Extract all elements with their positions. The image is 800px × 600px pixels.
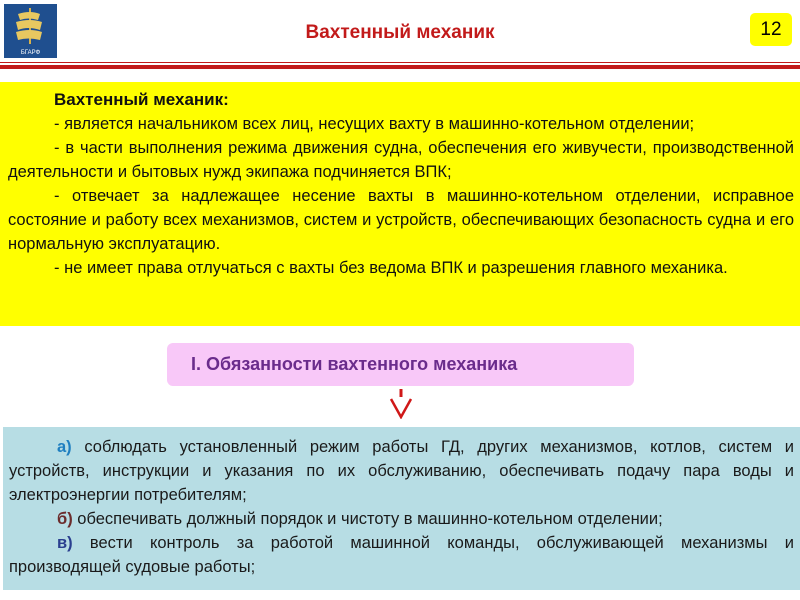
down-arrow-icon: [388, 389, 414, 419]
divider-thick: [0, 65, 800, 69]
duty-item: - является начальником всех лиц, несущих вахту в машинно-котельном отделении;: [54, 115, 695, 133]
logo-text: БГАРФ: [20, 50, 41, 56]
item-text: соблюдать установленный режим работы ГД, других механизмов, котлов, систем и устройств, инструкции и указания по их обслуживанию, обеспечивать подачу пара воды и электроэнергии потребителям;: [9, 438, 794, 504]
slide-title: Вахтенный механик: [305, 22, 495, 43]
item-text: обеспечивать должный порядок и чистоту в машинно-котельном отделении;: [77, 510, 663, 528]
item-text: вести контроль за работой машинной команды, обслуживающей механизмы и производящей судовые работы;: [9, 534, 794, 576]
section-title: I. Обязанности вахтенного механика: [167, 343, 634, 386]
duty-item: - отвечает за надлежащее несение вахты в машинно-котельном отделении, исправное состояние и работу всех механизмов, систем и устройств, обеспечивающих безопасность судна и его нормальную эксплуатацию.: [8, 187, 794, 253]
responsibility-item: [9, 435, 794, 507]
duties-heading: Вахтенный механик:: [54, 90, 229, 109]
duty-item: - в части выполнения режима движения судна, обеспечения его живучести, производственной деятельности и бытовых нужд экипажа подчиняется ВПК;: [8, 139, 794, 181]
item-marker: а): [57, 438, 72, 456]
item-marker: б): [57, 510, 73, 528]
item-marker: в): [57, 534, 73, 552]
responsibility-item: [9, 531, 794, 579]
page-number: 12: [750, 13, 792, 46]
duties-box: [0, 82, 800, 326]
duty-item: - не имеет права отлучаться с вахты без ведома ВПК и разрешения главного механика.: [54, 259, 728, 277]
responsibility-item: [9, 507, 794, 531]
divider: [0, 62, 800, 63]
responsibilities-box: [3, 427, 800, 590]
